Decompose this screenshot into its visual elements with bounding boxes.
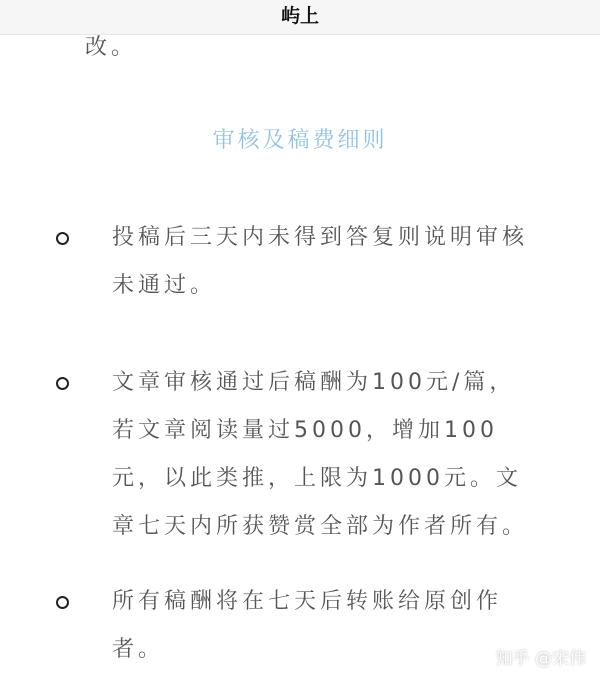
rule-line: 所有稿酬将在七天后转账给原创作 [112, 589, 503, 614]
rule-text [112, 578, 552, 674]
top-bar [0, 0, 600, 35]
rule-line: 元，以此类推，上限为1000元。文 [112, 466, 522, 491]
rule-line: 若文章阅读量过5000，增加100 [112, 418, 498, 443]
rule-text [112, 214, 552, 310]
watermark: 知乎 @宋伟 [495, 649, 586, 669]
section-heading: 审核及稿费细则 [212, 128, 388, 153]
rule-line: 文章审核通过后稿酬为100元/篇， [112, 370, 516, 395]
rule-line: 者。 [112, 637, 165, 662]
rule-line: 投稿后三天内未得到答复则说明审核 [112, 225, 529, 250]
bullet-circle-icon [56, 232, 69, 245]
rule-line: 未通过。 [112, 273, 217, 298]
page-title: 屿上 [280, 5, 319, 27]
bullet-circle-icon [56, 596, 69, 609]
rule-text [112, 359, 552, 551]
bullet-circle-icon [56, 377, 69, 390]
rule-line: 章七天内所获赞赏全部为作者所有。 [112, 514, 529, 539]
leading-text-fragment: 改。 [85, 35, 138, 60]
